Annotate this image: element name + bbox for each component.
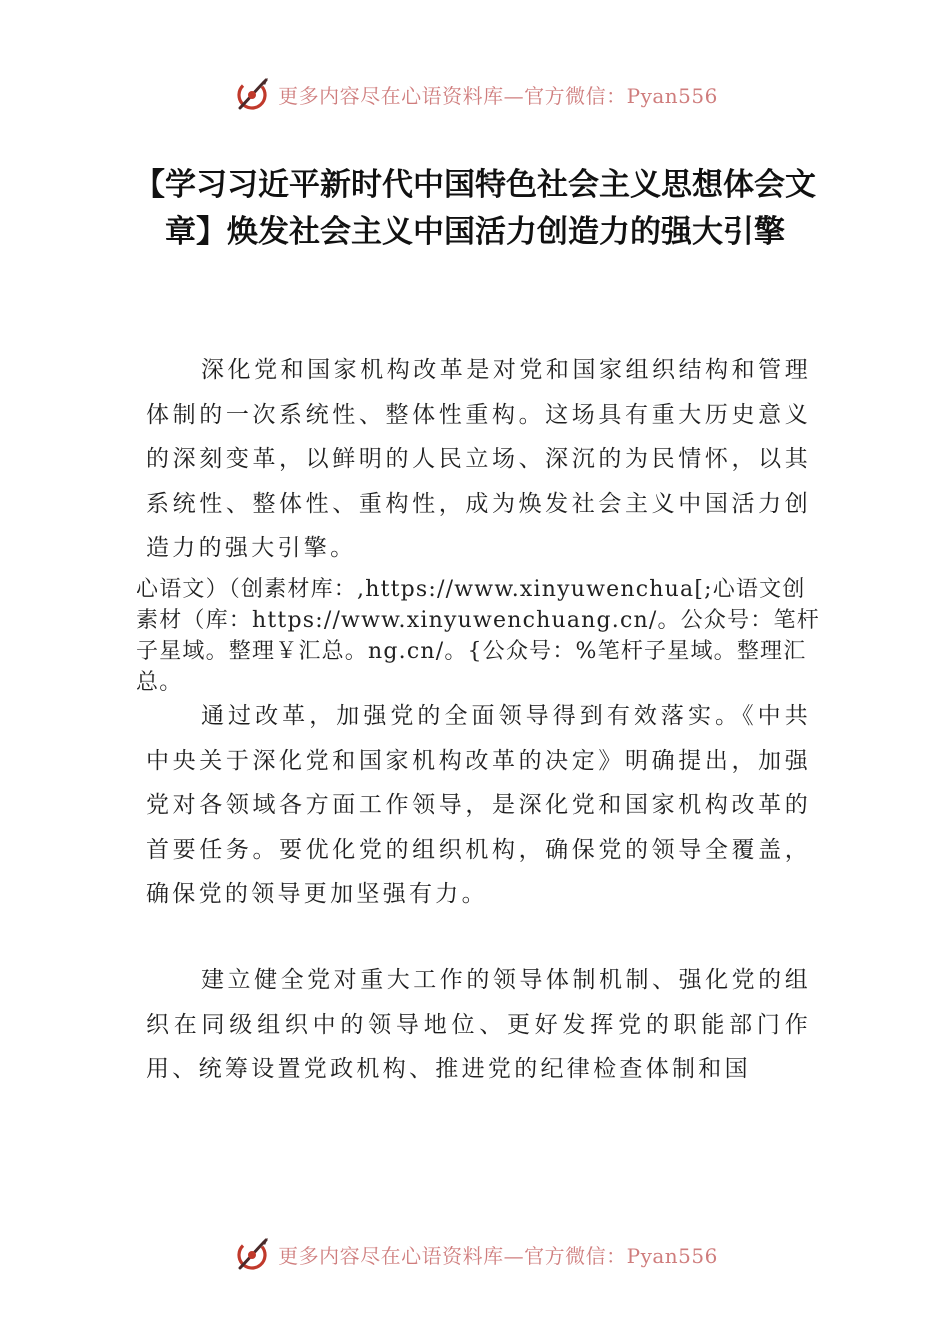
article-paragraph-2: 通过改革，加强党的全面领导得到有效落实。《中共中央关于深化党和国家机构改革的决定》明确提出，加强党对各领域各方面工作领导，是深化党和国家机构改革的首要任务。要优化党的组织机构，确保党的领导全覆盖，确保党的领导更加坚强有力。 [146, 703, 811, 907]
footer-banner-text: 更多内容尽在心语资料库—官方微信：Pyan556 [278, 1243, 718, 1268]
article-paragraph-3: 建立健全党对重大工作的领导体制机制、强化党的组织在同级组织中的领导地位、更好发挥党的职能部门作用、统筹设置党政机构、推进党的纪律检查体制和国 [146, 967, 811, 1082]
article-title: 【学习习近平新时代中国特色社会主义思想体会文章】焕发社会主义中国活力创造力的强大引擎 [134, 167, 816, 250]
brush-logo-icon [232, 74, 272, 114]
brush-logo-icon [232, 1234, 272, 1274]
watermark-text-block: 心语文）（创素材库：,https://www.xinyuwenchua[;心语文创素材（库：https://www.xinyuwenchuang.cn/。公众号：笔杆子星域。整理￥汇总。ng.cn/。{公众号：%笔杆子星域。整理汇总。 [136, 577, 820, 695]
article-paragraph-1: 深化党和国家机构改革是对党和国家组织结构和管理体制的一次系统性、整体性重构。这场具有重大历史意义的深刻变革，以鲜明的人民立场、深沉的为民情怀，以其系统性、整体性、重构性，成为焕发社会主义中国活力创造力的强大引擎。 [146, 357, 811, 561]
footer-banner [0, 1232, 950, 1276]
header-banner-text: 更多内容尽在心语资料库—官方微信：Pyan556 [278, 83, 718, 108]
header-banner [0, 72, 950, 116]
